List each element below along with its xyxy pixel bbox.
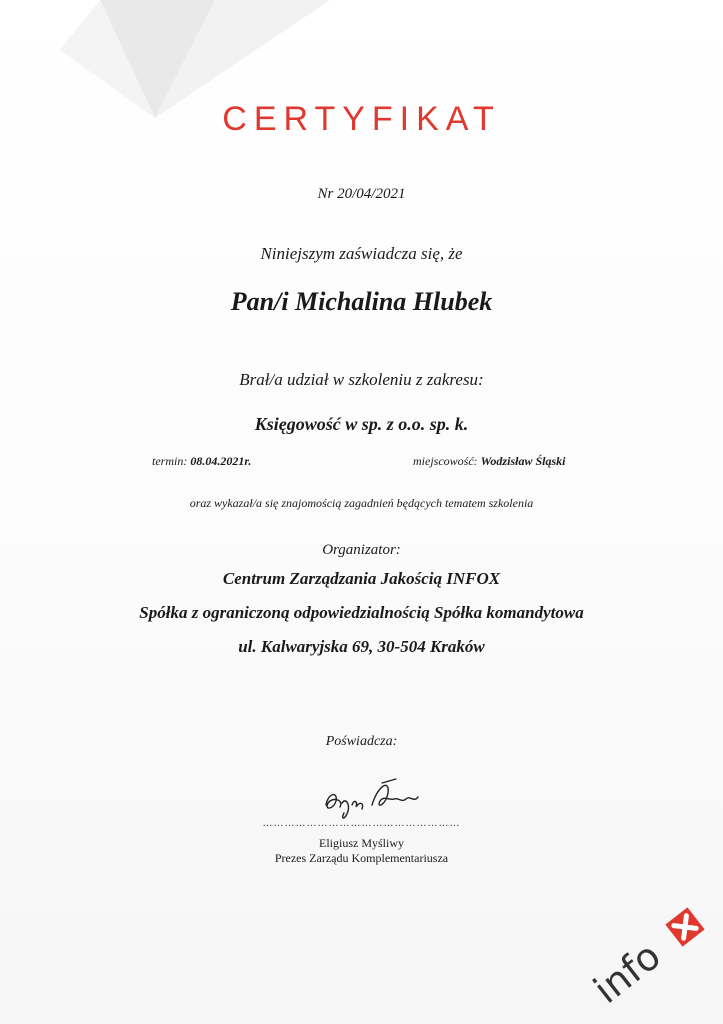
certificate-number: Nr 20/04/2021 <box>317 186 406 202</box>
place-label: miejscowość: <box>413 454 478 468</box>
certificate-title: CERTYFIKAT <box>222 100 501 138</box>
place-row <box>413 454 565 469</box>
organizer-address: ul. Kalwaryjska 69, 30-504 Kraków <box>238 637 485 656</box>
signer-title: Prezes Zarządu Komplementariusza <box>274 851 449 865</box>
signature-line: ……………………………………………… <box>262 818 461 829</box>
knowledge-statement: oraz wykazał/a się znajomością zagadnień będących tematem szkolenia <box>189 496 534 510</box>
svg-text:info: info <box>585 933 669 1013</box>
recipient-name: Pan/i Michalina Hlubek <box>230 287 493 316</box>
term-row <box>152 454 251 469</box>
term-label: termin: <box>152 454 188 468</box>
course-name: Księgowość w sp. z o.o. sp. k. <box>254 414 469 434</box>
attestation-label: Poświadcza: <box>325 734 398 749</box>
infox-logo-icon <box>585 905 715 1015</box>
organizer-label: Organizator: <box>322 542 401 558</box>
organizer-legal-form: Spółka z ograniczoną odpowiedzialnością Spółka komandytowa <box>139 603 584 622</box>
place-value: Wodzisław Śląski <box>480 454 566 468</box>
took-part-text: Brał/a udział w szkoleniu z zakresu: <box>239 370 484 389</box>
organizer-name: Centrum Zarządzania Jakością INFOX <box>222 569 501 588</box>
signer-name: Eligiusz Myśliwy <box>318 836 404 850</box>
intro-text: Niniejszym zaświadcza się, że <box>260 244 463 263</box>
term-value: 08.04.2021r. <box>190 454 252 468</box>
